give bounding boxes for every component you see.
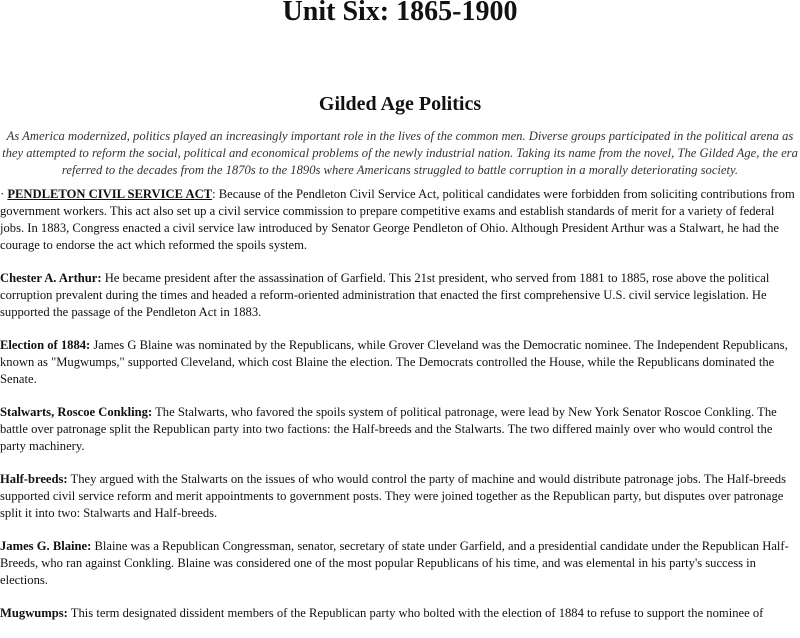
unit-title: Unit Six: 1865-1900 xyxy=(282,0,518,27)
entry-mugwumps xyxy=(0,605,796,622)
entry-term: James G. Blaine: xyxy=(0,539,92,553)
entry-term: Half-breeds: xyxy=(0,472,68,486)
entry-pendleton-act xyxy=(0,186,796,254)
entry-term: Stalwarts, Roscoe Conkling: xyxy=(0,405,153,419)
entry-text: The Stalwarts, who favored the spoils system of political patronage, were lead by New York Senator Roscoe Conkling. The battle over patronage split the Republican party into two factions: the Half-breeds and the Stalwarts. The two differed mainly over who would control the party machinery. xyxy=(0,405,777,453)
entry-term: Chester A. Arthur: xyxy=(0,271,102,285)
entry-text: He became president after the assassination of Garfield. This 21st president, who served from 1881 to 1885, rose above the political corruption prevalent during the times and headed a reform-oriented administration that enacted the first comprehensive U.S. civil service legislation. He supported the passage of the Pendleton Act in 1883. xyxy=(0,271,770,319)
entry-james-blaine xyxy=(0,538,796,589)
entry-text: This term designated dissident members of the Republican party who bolted with the election of 1884 to refuse to support the nominee of xyxy=(67,606,764,620)
entry-text: Blaine was a Republican Congressman, senator, secretary of state under Garfield, and a presidential candidate under the Republican Half-Breeds, who ran against Conkling. Blaine was considered one of the most popular Republicans of his time, and was elemental in his party's success in elections. xyxy=(0,539,789,587)
entry-text: They argued with the Stalwarts on the issues of who would control the party of machine and would distribute patronage jobs. The Half-breeds supported civil service reform and merit appointments to government posts. They were joined together as the Republican party, but disputes over patronage split it into two: Stalwarts and Half-breeds. xyxy=(0,472,787,520)
glossary-content xyxy=(0,186,796,638)
bullet: · xyxy=(0,187,8,201)
entry-text: Because of the Pendleton Civil Service Act, political candidates were forbidden from soliciting contributions from government workers. This act also set up a civil service commission to prepare competitive exams and establish standards of merit for a variety of federal jobs. In 1883, Congress enacted a civil service law introduced by Senator George Pendleton of Ohio. Although President Arthur was a Stalwart, he had the courage to endorse the act which reformed the spoils system. xyxy=(0,187,795,252)
entry-term: PENDLETON CIVIL SERVICE ACT xyxy=(7,187,213,201)
entry-election-1884 xyxy=(0,337,796,388)
section-title: Gilded Age Politics xyxy=(318,93,482,115)
entry-term: Election of 1884: xyxy=(0,338,91,352)
intro-paragraph: As America modernized, politics played an increasingly important role in the lives of the common men. Diverse groups participated in the political arena as they attempted to reform the social, political and economical problems of the newly industrial nation. Taking its name from the novel, The Gilded Age, the era referred to the decades from the 1870s to the 1890s where Americans struggled to battle corruption in a morally deteriorating society. xyxy=(2,129,798,177)
term-separator: : xyxy=(212,187,216,201)
entry-half-breeds xyxy=(0,471,796,522)
entry-stalwarts xyxy=(0,404,796,455)
entry-term: Mugwumps: xyxy=(0,606,68,620)
entry-chester-arthur xyxy=(0,270,796,321)
entry-text: James G Blaine was nominated by the Republicans, while Grover Cleveland was the Democratic nominee. The Independent Republicans, known as "Mugwumps," supported Cleveland, which cost Blaine the election. The Democrats controlled the House, while the Republicans dominated the Senate. xyxy=(0,338,788,386)
